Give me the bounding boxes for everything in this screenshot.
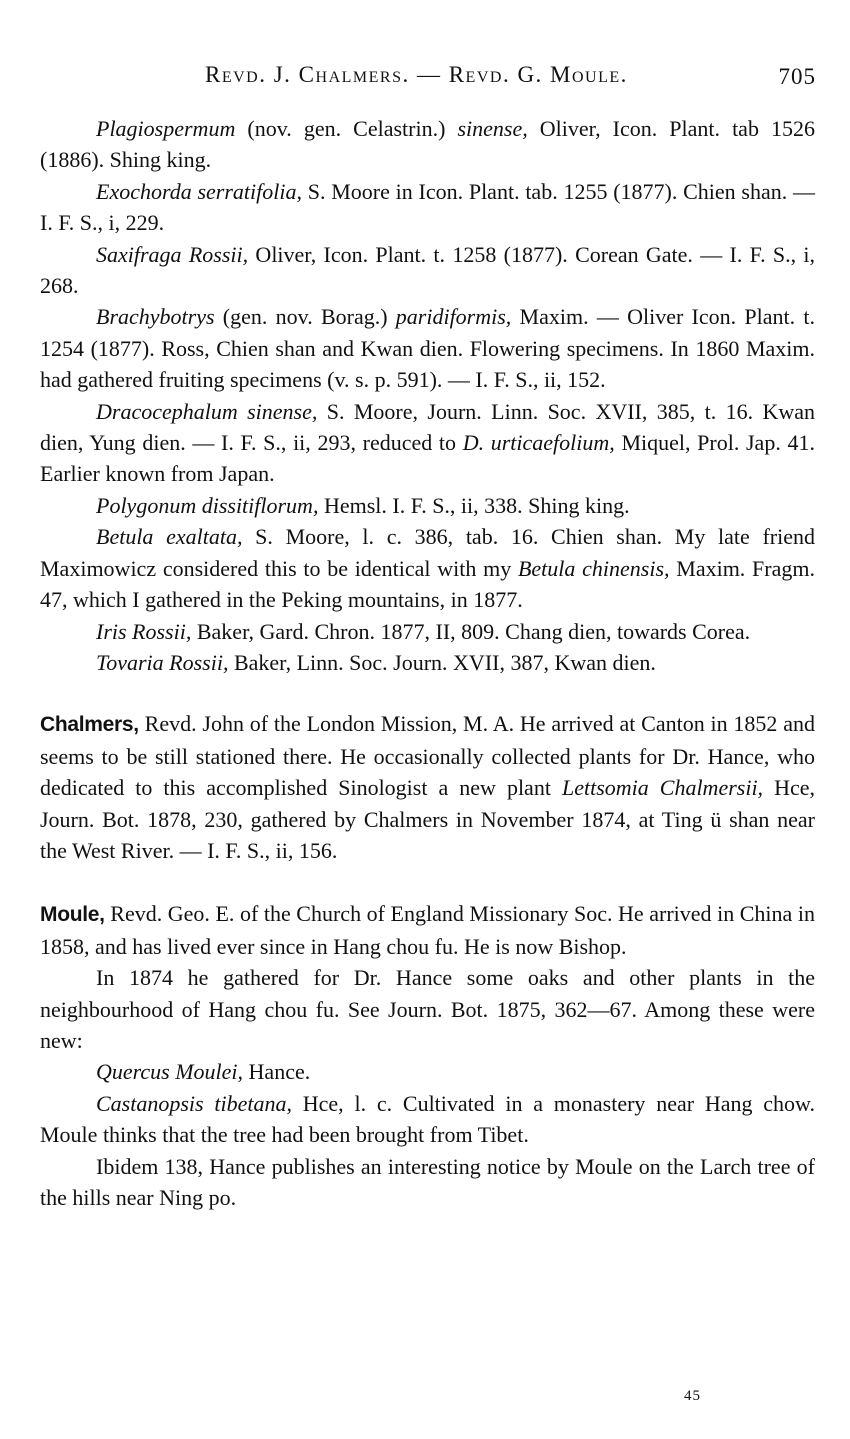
entry-tovaria: Tovaria Rossii, Baker, Linn. Soc. Journ. XVII, 387, Kwan dien. [96,649,656,675]
entry-dracocephalum: Dracocephalum sinense, S. Moore, Journ. Linn. Soc. XVII, 385, t. 16. Kwan dien, Yung dien. — I. F. S., ii, 293, reduced to D. urticaefolium, Miquel, Prol. Jap. 41. Earlier known from Japan. [40,398,816,487]
entry-brachybotrys: Brachybotrys (gen. nov. Borag.) paridiformis, Maxim. — Oliver Icon. Plant. t. 1254 (1877). Ross, Chien shan and Kwan dien. Flowering specimens. In 1860 Maxim. had gathered fruiting specimens (v. s. p. 591). — I. F. S., ii, 152. [40,304,815,393]
signature-mark: 45 [684,1388,701,1404]
page-number: 705 [778,64,816,89]
paragraph-larch: Ibidem 138, Hance publishes an interesting notice by Moule on the Larch tree of the hills near Ning po. [40,1153,815,1210]
entry-quercus: Quercus Moulei, Hance. [96,1059,311,1085]
running-head [0,62,850,96]
collector-name-moule: Moule, [40,903,105,927]
collector-name-chalmers: Chalmers, [40,713,139,737]
section-gap [40,866,815,898]
section-gap [40,678,815,708]
entry-iris: Iris Rossii, Baker, Gard. Chron. 1877, II, 809. Chang dien, towards Corea. [96,618,751,644]
entry-exochorda: Exochorda serratifolia, S. Moore in Icon. Plant. tab. 1255 (1877). Chien shan. — I. F. S., i, 229. [40,178,815,236]
entry-polygonum: Polygonum dissitiflorum, Hemsl. I. F. S., ii, 338. Shing king. [96,492,630,518]
page-body [40,113,815,1213]
entry-plagiospermum: Plagiospermum (nov. gen. Celastrin.) sinense, Oliver, Icon. Plant. tab 1526 (1886). Shing king. [40,116,815,173]
entry-saxifraga: Saxifraga Rossii, Oliver, Icon. Plant. t. 1258 (1877). Corean Gate. — I. F. S., i, 268. [40,241,816,299]
entry-betula: Betula exaltata, S. Moore, l. c. 386, tab. 16. Chien shan. My late friend Maximowicz considered this to be identical with my Betula chinensis, Maxim. Fragm. 47, which I gathered in the Peking mountains, in 1877. [40,524,815,613]
entry-castanopsis: Castanopsis tibetana, Hce, l. c. Cultivated in a monastery near Hang chow. Moule thinks that the tree had been brought from Tibet. [40,1090,815,1148]
paragraph-hance-oaks: In 1874 he gathered for Dr. Hance some oaks and other plants in the neighbourhood of Hang chou fu. See Journ. Bot. 1875, 362—67. Among these were new: [40,965,815,1053]
running-head-title: Revd. J. Chalmers. — Revd. G. Moule. [205,62,628,87]
biography-chalmers: Chalmers, Revd. John of the London Mission, M. A. He arrived at Canton in 1852 and seems to be still stationed there. He occasionally collected plants for Dr. Hance, who dedicated to this accomplished Sinologist a new plant Lettsomia Chalmersii, Hce, Journ. Bot. 1878, 230, gathered by Chalmers in November 1874, at Ting ü shan near the West River. — I. F. S., ii, 156. [40,711,815,863]
biography-moule: Moule, Revd. Geo. E. of the Church of England Missionary Soc. He arrived in China in 1858, and has lived ever since in Hang chou fu. He is now Bishop. [40,901,815,959]
